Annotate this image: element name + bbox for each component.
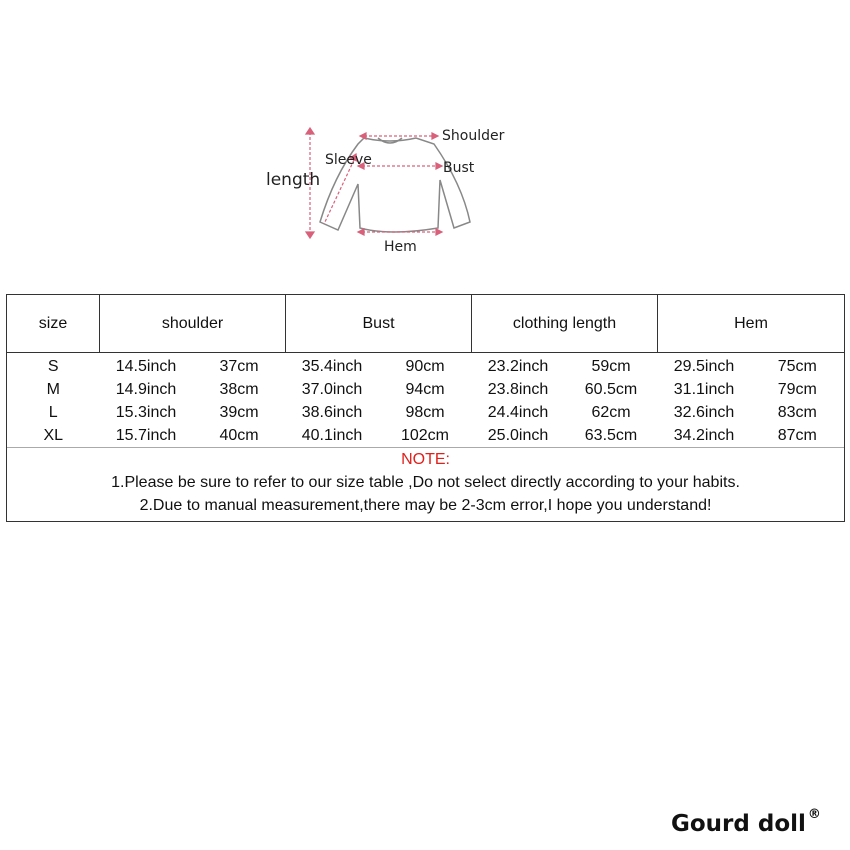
bust-cm-cell: 90cm	[405, 357, 445, 375]
hem-inch-cell: 29.5inch	[673, 357, 735, 375]
shoulder-inch-cell: 14.5inch	[115, 357, 177, 375]
note-cell	[7, 448, 845, 522]
header-bust: Bust	[286, 295, 472, 353]
header-size: size	[7, 295, 100, 353]
shoulder-cm-cell: 39cm	[219, 403, 259, 421]
hem-cm-cell: 79cm	[751, 378, 845, 401]
shoulder-inch-cell: 15.3inch	[115, 403, 177, 421]
shoulder-inch-cell: 15.7inch	[115, 426, 177, 444]
brand-logo	[671, 807, 821, 837]
note-line: 1.Please be sure to refer to our size table ,Do not select directly according to your habits.	[111, 474, 740, 491]
header-clothing-length: clothing length	[472, 295, 658, 353]
garment-measurement-diagram	[262, 124, 522, 256]
length-cm-cell: 59cm	[591, 357, 631, 375]
hem-label: Hem	[384, 239, 417, 255]
size-chart-table	[6, 294, 845, 522]
length-inch-cell: 23.2inch	[487, 357, 549, 375]
note-title: NOTE:	[401, 451, 450, 468]
bust-inch-cell: 40.1inch	[301, 426, 363, 444]
length-cm-cell: 60.5cm	[584, 380, 638, 398]
hem-cm-cell: 87cm	[751, 424, 845, 448]
size-cell: XL	[7, 424, 100, 448]
shoulder-inch-cell: 14.9inch	[115, 380, 177, 398]
table-header-row	[7, 295, 845, 353]
bust-inch-cell: 35.4inch	[301, 357, 363, 375]
header-hem: Hem	[658, 295, 845, 353]
hem-inch-cell: 31.1inch	[673, 380, 735, 398]
bust-inch-cell: 38.6inch	[301, 403, 363, 421]
length-inch-cell: 24.4inch	[487, 403, 549, 421]
size-cell: L	[7, 401, 100, 424]
hem-cm-cell: 75cm	[751, 353, 845, 379]
length-inch-cell: 25.0inch	[487, 426, 549, 444]
table-row	[7, 424, 845, 448]
bust-cm-cell: 94cm	[405, 380, 445, 398]
header-shoulder: shoulder	[100, 295, 286, 353]
length-cm-cell: 63.5cm	[584, 426, 638, 444]
bust-inch-cell: 37.0inch	[301, 380, 363, 398]
brand-name: Gourd doll	[671, 811, 806, 837]
shoulder-cm-cell: 40cm	[219, 426, 259, 444]
note-row	[7, 448, 845, 522]
hem-inch-cell: 32.6inch	[673, 403, 735, 421]
shoulder-label: Shoulder	[442, 128, 505, 144]
table-row	[7, 353, 845, 379]
bust-label: Bust	[443, 160, 475, 176]
hem-cm-cell: 83cm	[751, 401, 845, 424]
table-row	[7, 378, 845, 401]
size-cell: S	[7, 353, 100, 379]
shoulder-cm-cell: 38cm	[219, 380, 259, 398]
length-label: length	[266, 170, 321, 190]
sleeve-label: Sleeve	[325, 152, 372, 168]
note-line: 2.Due to manual measurement,there may be 2-3cm error,I hope you understand!	[139, 497, 712, 514]
size-cell: M	[7, 378, 100, 401]
table-row	[7, 401, 845, 424]
length-cm-cell: 62cm	[591, 403, 631, 421]
length-inch-cell: 23.8inch	[487, 380, 549, 398]
bust-cm-cell: 98cm	[405, 403, 445, 421]
registered-mark: ®	[807, 807, 821, 823]
bust-cm-cell: 102cm	[400, 426, 450, 444]
shoulder-cm-cell: 37cm	[219, 357, 259, 375]
hem-inch-cell: 34.2inch	[673, 426, 735, 444]
